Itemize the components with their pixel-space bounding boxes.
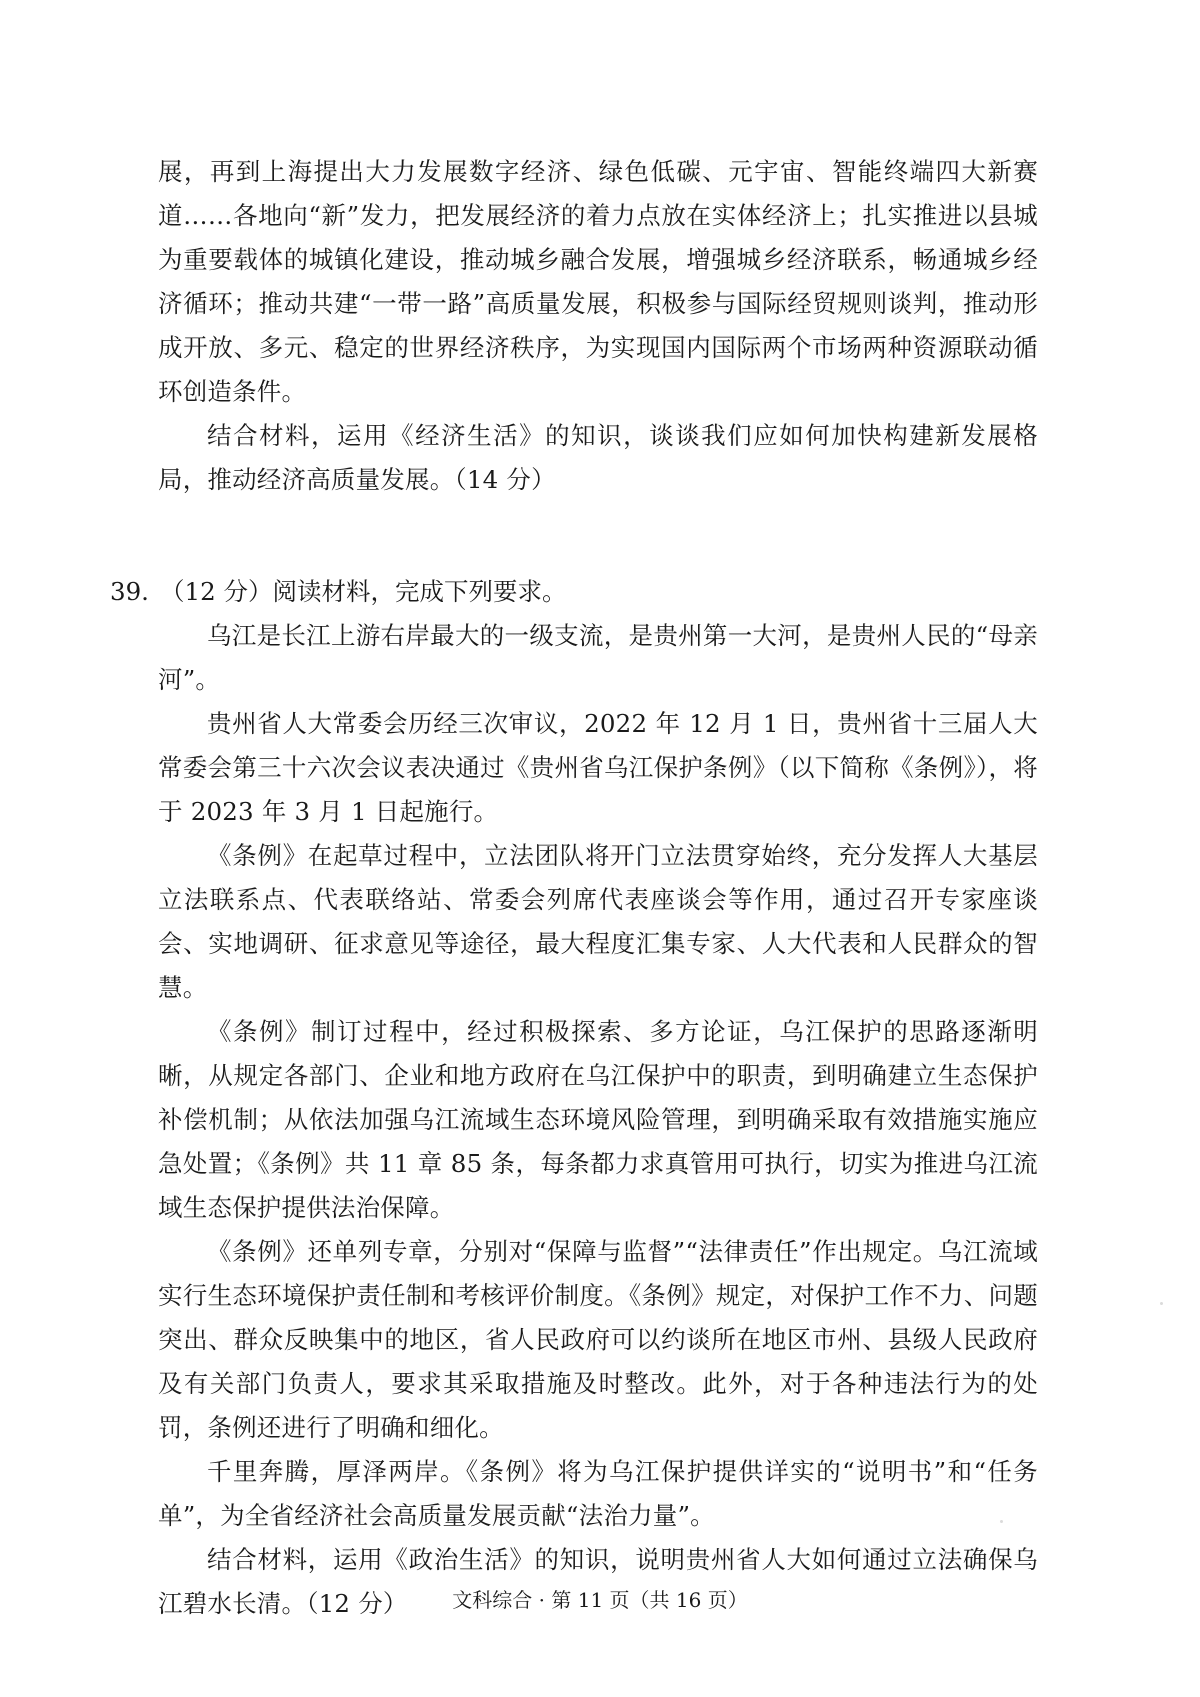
question-number: 39.: [110, 577, 149, 606]
material-paragraph: 《条例》在起草过程中，立法团队将开门立法贯穿始终，充分发挥人大基层立法联系点、代表联络站、常委会列席代表座谈会等作用，通过召开专家座谈会、实地调研、征求意见等途径，最大程度汇集专家、人大代表和人民群众的智慧。: [158, 841, 1038, 1002]
question-prompt: 结合材料，运用《经济生活》的知识，谈谈我们应如何加快构建新发展格局，推动经济高质量发展。（14 分）: [158, 421, 1038, 494]
scan-speck: [1160, 1302, 1163, 1305]
material-paragraph: 展，再到上海提出大力发展数字经济、绿色低碳、元宇宙、智能终端四大新赛道……各地向“新”发力，把发展经济的着力点放在实体经济上；扎实推进以县城为重要载体的城镇化建设，推动城乡融合发展，增强城乡经济联系，畅通城乡经济循环；推动共建“一带一路”高质量发展，积极参与国际经贸规则谈判，推动形成开放、多元、稳定的世界经济秩序，为实现国内国际两个市场两种资源联动循环创造条件。: [158, 157, 1038, 406]
material-paragraph: 《条例》还单列专章，分别对“保障与监督”“法律责任”作出规定。乌江流域实行生态环境保护责任制和考核评价制度。《条例》规定，对保护工作不力、问题突出、群众反映集中的地区，省人民政府可以约谈所在地区市州、县级人民政府及有关部门负责人，要求其采取措施及时整改。此外，对于各种违法行为的处罚，条例还进行了明确和细化。: [158, 1237, 1038, 1442]
material-paragraph: 千里奔腾，厚泽两岸。《条例》将为乌江保护提供详实的“说明书”和“任务单”，为全省经济社会高质量发展贡献“法治力量”。: [158, 1457, 1038, 1530]
page-footer: 文科综合 · 第 11 页（共 16 页）: [452, 1588, 748, 1612]
question-prompt: 结合材料，运用《政治生活》的知识，说明贵州省人大如何通过立法确保乌江碧水长清。（12 分）: [158, 1545, 1038, 1618]
material-paragraph: 乌江是长江上游右岸最大的一级支流，是贵州第一大河，是贵州人民的“母亲河”。: [158, 621, 1038, 694]
material-paragraph: 《条例》制订过程中，经过积极探索、多方论证，乌江保护的思路逐渐明晰，从规定各部门、企业和地方政府在乌江保护中的职责，到明确建立生态保护补偿机制；从依法加强乌江流域生态环境风险管理，到明确采取有效措施实施应急处置；《条例》共 11 章 85 条，每条都力求真管用可执行，切实为推进乌江流域生态保护提供法治保障。: [158, 1017, 1038, 1222]
question-39-material: [158, 614, 1038, 1626]
question-39-heading: [110, 570, 566, 614]
scan-speck: [1000, 1520, 1003, 1523]
question-instruction: （12 分）阅读材料，完成下列要求。: [160, 577, 567, 606]
material-paragraph: 贵州省人大常委会历经三次审议，2022 年 12 月 1 日，贵州省十三届人大常委会第三十六次会议表决通过《贵州省乌江保护条例》（以下简称《条例》），将于 2023 年 3 月 1 日起施行。: [158, 709, 1038, 826]
question-38-continuation: [158, 150, 1038, 502]
